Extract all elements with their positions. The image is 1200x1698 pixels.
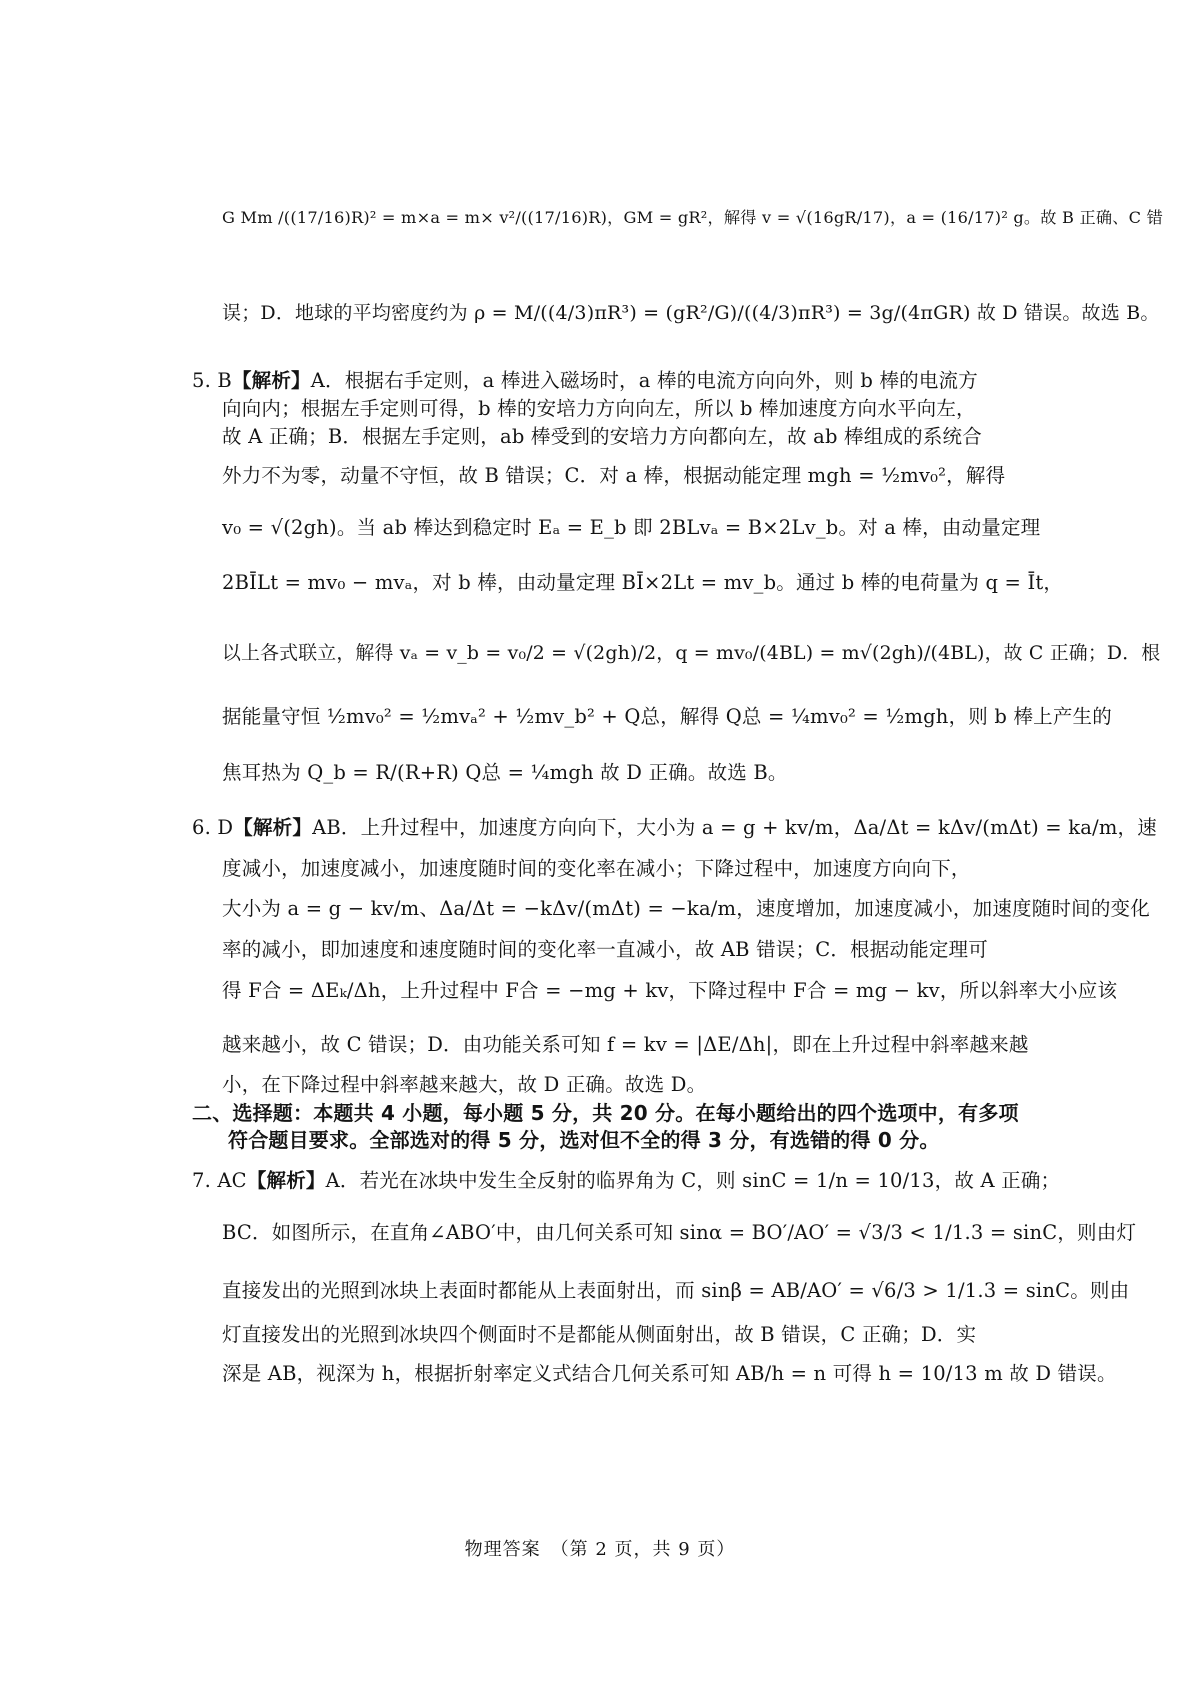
line-text: 误；D．地球的平均密度约为 ρ = M/((4/3)πR³) = (gR²/G)/((4/3)πR³) = 3g/(4πGR) 故 D 错误。故选 B。 — [222, 302, 1160, 324]
line-text: A．若光在冰块中发生全反射的临界角为 C，则 sinC = 1/n = 10/13，故 A 正确； — [325, 1169, 1061, 1192]
line-text: 直接发出的光照到冰块上表面时都能从上表面射出，而 sinβ = AB/AO′ = √6/3 > 1/1.3 = sinC。则由 — [222, 1279, 1130, 1302]
line-text: 焦耳热为 Q_b = R/(R+R) Q总 = ¼mgh 故 D 正确。故选 B。 — [222, 761, 788, 784]
line-text: 得 F合 = ΔEₖ/Δh，上升过程中 F合 = −mg + kv，下降过程中 F合 = mg − kv，所以斜率大小应该 — [222, 979, 1118, 1002]
analysis-label: 【解析】 — [233, 816, 313, 839]
answer-line — [222, 300, 1160, 326]
answer-line — [222, 463, 1005, 489]
page-footer: 物理答案 （第 2 页，共 9 页） — [464, 1539, 736, 1560]
section-heading-line — [192, 1100, 1019, 1127]
answer-line — [222, 1032, 1029, 1058]
question-start-line — [192, 368, 978, 394]
answer-line — [222, 205, 1163, 231]
line-text: 深是 AB，视深为 h，根据折射率定义式结合几何关系可知 AB/h = n 可得 h = 10/13 m 故 D 错误。 — [222, 1362, 1117, 1385]
section-title: 符合题目要求。全部选对的得 5 分，选对但不全的得 3 分，有选错的得 0 分。 — [228, 1128, 940, 1152]
answer-line — [222, 1220, 1136, 1246]
answer-line — [222, 978, 1117, 1004]
question-number: 5. B — [192, 369, 232, 392]
analysis-label: 【解析】 — [231, 369, 311, 392]
answer-line — [222, 640, 1160, 666]
answer-line — [222, 515, 1040, 541]
line-text: 度减小，加速度减小，加速度随时间的变化率在减小；下降过程中，加速度方向向下， — [222, 857, 971, 880]
section-heading-line — [228, 1127, 940, 1154]
line-text: G Mm /((17/16)R)² = m×a = m× v²/((17/16)R)，GM = gR²，解得 v = √(16gR/17)，a = (16/17)² g。故 B 正确、C 错 — [222, 208, 1163, 227]
analysis-label: 【解析】 — [246, 1169, 326, 1192]
answer-line — [222, 896, 1150, 922]
answer-line — [222, 704, 1112, 730]
answer-line — [222, 1072, 706, 1098]
line-text: v₀ = √(2gh)。当 ab 棒达到稳定时 Eₐ = E_b 即 2BLvₐ = B×2Lv_b。对 a 棒，由动量定理 — [222, 516, 1041, 539]
question-start-line — [192, 1168, 1060, 1194]
line-text: AB．上升过程中，加速度方向向下，大小为 a = g + kv/m，Δa/Δt = kΔv/(mΔt) = ka/m，速 — [312, 816, 1157, 839]
answer-line — [222, 570, 1063, 596]
line-text: BC．如图所示，在直角∠ABO′中，由几何关系可知 sinα = BO′/AO′ = √3/3 < 1/1.3 = sinC，则由灯 — [222, 1221, 1137, 1244]
line-text: 灯直接发出的光照到冰块四个侧面时不是都能从侧面射出，故 B 错误，C 正确；D．实 — [222, 1323, 977, 1346]
answer-line — [222, 424, 982, 450]
answer-line — [222, 856, 971, 882]
answer-line — [222, 1278, 1129, 1304]
answer-line — [222, 1361, 1117, 1387]
question-start-line — [192, 815, 1157, 841]
line-text: 大小为 a = g − kv/m、Δa/Δt = −kΔv/(mΔt) = −ka/m，速度增加，加速度减小，加速度随时间的变化 — [222, 897, 1150, 920]
answer-line — [222, 760, 788, 786]
answer-line — [222, 937, 988, 963]
line-text: 越来越小，故 C 错误；D．由功能关系可知 f = kv = |ΔE/Δh|，即在上升过程中斜率越来越 — [222, 1033, 1029, 1056]
line-text: 以上各式联立，解得 vₐ = v_b = v₀/2 = √(2gh)/2，q = mv₀/(4BL) = m√(2gh)/(4BL)，故 C 正确；D．根 — [222, 642, 1161, 664]
question-number: 7. AC — [192, 1169, 247, 1192]
section-title: 二、选择题：本题共 4 小题，每小题 5 分，共 20 分。在每小题给出的四个选项中，有多项 — [192, 1101, 1019, 1125]
line-text: 率的减小，即加速度和速度随时间的变化率一直减小，故 AB 错误；C．根据动能定理可 — [222, 938, 988, 961]
line-text: 故 A 正确；B．根据左手定则，ab 棒受到的安培力方向都向左，故 ab 棒组成的系统合 — [222, 425, 982, 448]
question-number: 6. D — [192, 816, 234, 839]
answer-line — [222, 396, 976, 422]
line-text: 2BĪLt = mv₀ − mvₐ，对 b 棒，由动量定理 BĪ×2Lt = mv_b。通过 b 棒的电荷量为 q = Īt， — [222, 571, 1064, 594]
line-text: 小，在下降过程中斜率越来越大，故 D 正确。故选 D。 — [222, 1073, 707, 1096]
line-text: 据能量守恒 ½mv₀² = ½mvₐ² + ½mv_b² + Q总，解得 Q总 = ¼mv₀² = ½mgh，则 b 棒上产生的 — [222, 705, 1112, 728]
answer-line — [222, 1322, 976, 1348]
line-text: 外力不为零，动量不守恒，故 B 错误；C．对 a 棒，根据动能定理 mgh = ½mv₀²，解得 — [222, 464, 1006, 487]
line-text: A．根据右手定则，a 棒进入磁场时，a 棒的电流方向向外，则 b 棒的电流方 — [310, 369, 978, 392]
line-text: 向向内；根据左手定则可得，b 棒的安培力方向向左，所以 b 棒加速度方向水平向左， — [222, 397, 976, 420]
